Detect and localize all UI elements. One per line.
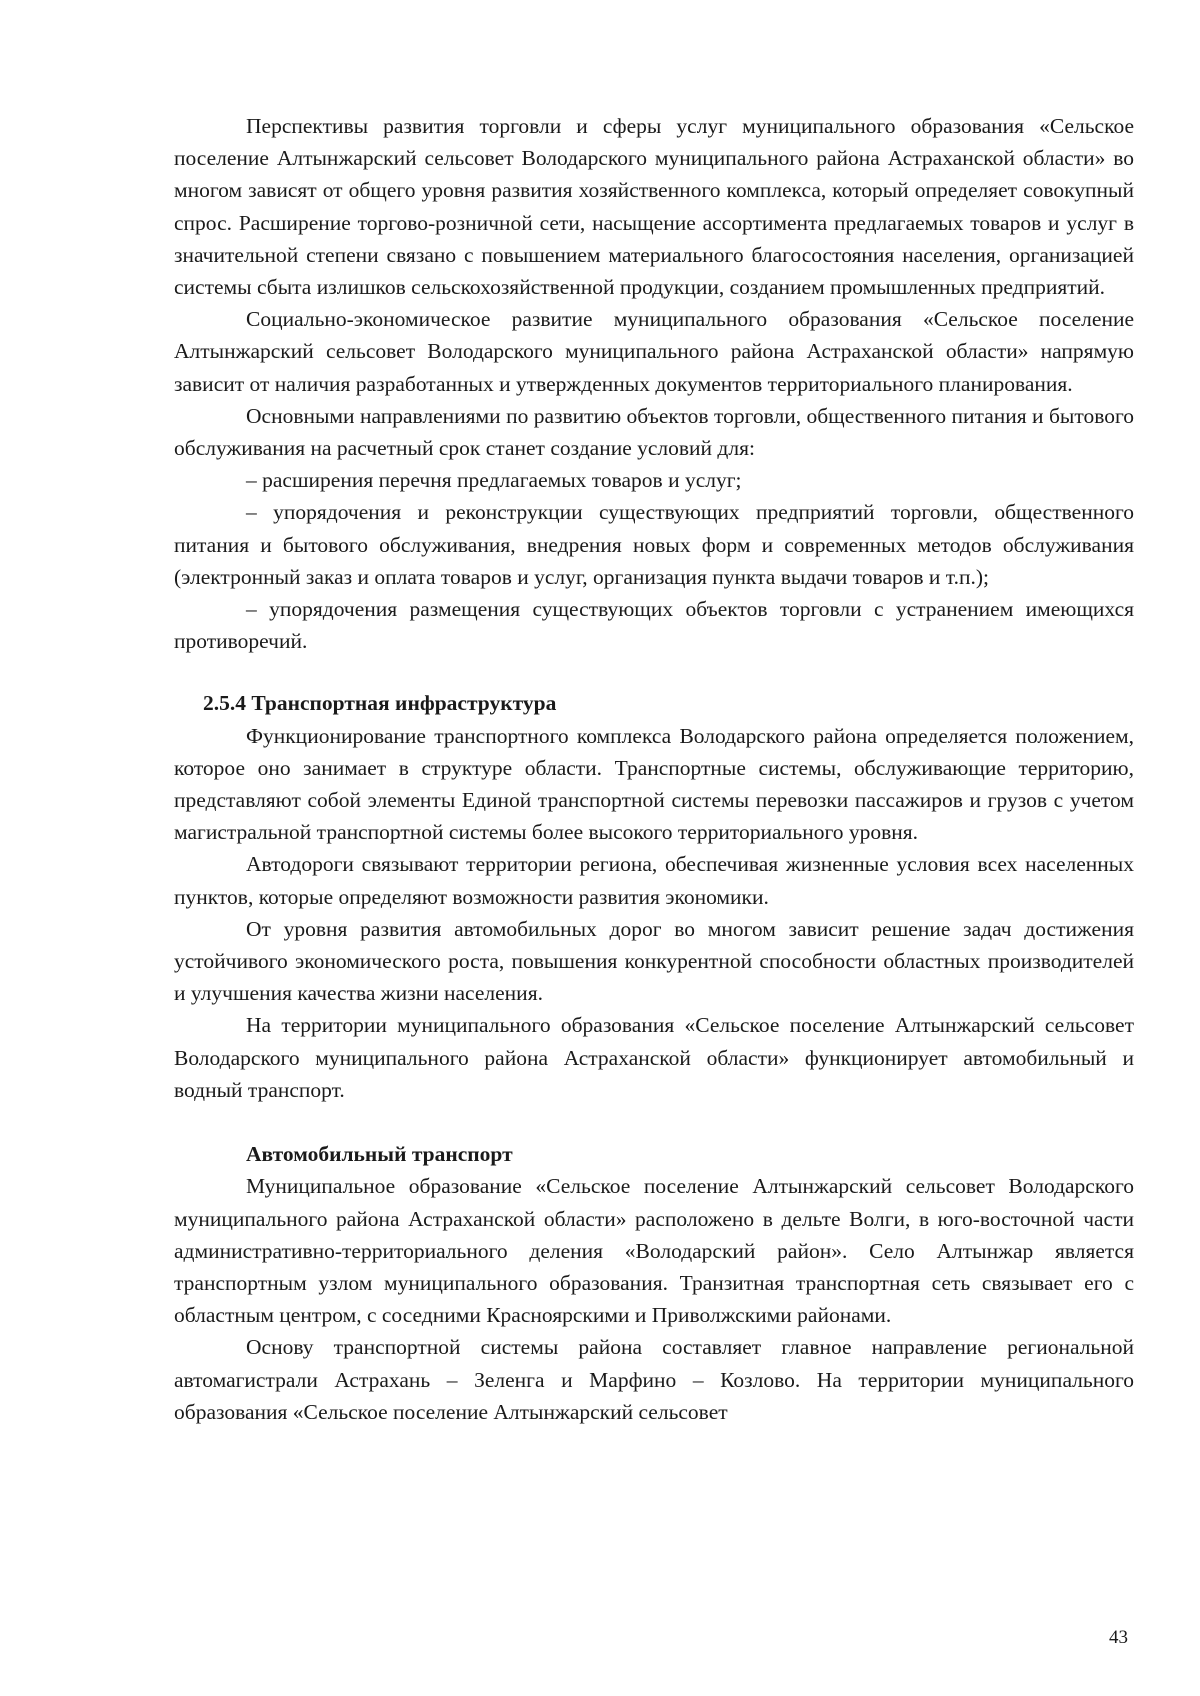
paragraph: Автодороги связывают территории региона, обеспечивая жизненные условия всех населенных пунктов, которые определяют возможности развития экономики. [174, 852, 1134, 909]
paragraph: Функционирование транспортного комплекса Володарского района определяется положением, которое оно занимает в структуре области. Транспортные системы, обслуживающие территорию, представляют собой элементы Единой транспортной системы перевозки пассажиров и грузов с учетом магистральной транспортной системы более высокого территориального уровня. [174, 723, 1134, 845]
list-item: – расширения перечня предлагаемых товаров и услуг; [246, 468, 742, 493]
paragraph: Основными направлениями по развитию объектов торговли, общественного питания и бытового обслуживания на расчетный срок станет создание условий для: [174, 403, 1134, 461]
list-item: – упорядочения и реконструкции существующих предприятий торговли, общественного питания и бытового обслуживания, внедрения новых форм и современных методов обслуживания (электронный заказ и оплата товаров и услуг, организация пункта выдачи товаров и т.п.); [174, 500, 1134, 589]
paragraph: На территории муниципального образования «Сельское поселение Алтынжарский сельсовет Володарского муниципального района Астраханской области» функционирует автомобильный и водный транспорт. [174, 1013, 1134, 1102]
list-item: – упорядочения размещения существующих объектов торговли с устранением имеющихся противоречий. [174, 597, 1134, 654]
paragraph: Муниципальное образование «Сельское поселение Алтынжарский сельсовет Володарского муниципального района Астраханской области» расположено в дельте Волги, в юго-восточной части административно-территориального деления «Володарский район». Село Алтынжар является транспортным узлом муниципального образования. Транзитная транспортная сеть связывает его с областным центром, с соседними Красноярскими и Приволжскими районами. [174, 1174, 1134, 1328]
subsection-heading: Автомобильный транспорт [246, 1142, 513, 1167]
page-number: 43 [1109, 1627, 1128, 1648]
paragraph: Социально-экономическое развитие муниципального образования «Сельское поселение Алтынжарский сельсовет Володарского муниципального района Астраханской области» напрямую зависит от наличия разработанных и утвержденных документов территориального планирования. [174, 307, 1134, 396]
document-page [174, 110, 1134, 1428]
paragraph: Перспективы развития торговли и сферы услуг муниципального образования «Сельское поселение Алтынжарский сельсовет Володарского муниципального района Астраханской области» во многом зависят от общего уровня развития хозяйственного комплекса, который определяет совокупный спрос. Расширение торгово-розничной сети, насыщение ассортимента предлагаемых товаров и услуг в значительной степени связано с повышением материального благосостояния населения, организацией системы сбыта излишков сельскохозяйственной продукции, созданием промышленных предприятий. [174, 114, 1134, 300]
paragraph: Основу транспортной системы района составляет главное направление региональной автомагистрали Астрахань – Зеленга и Марфино – Козлово. На территории муниципального образования «Сельское поселение Алтынжарский сельсовет [174, 1335, 1134, 1424]
paragraph: От уровня развития автомобильных дорог во многом зависит решение задач достижения устойчивого экономического роста, повышения конкурентной способности областных производителей и улучшения качества жизни населения. [174, 916, 1134, 1006]
section-heading: 2.5.4 Транспортная инфраструктура [203, 691, 557, 716]
